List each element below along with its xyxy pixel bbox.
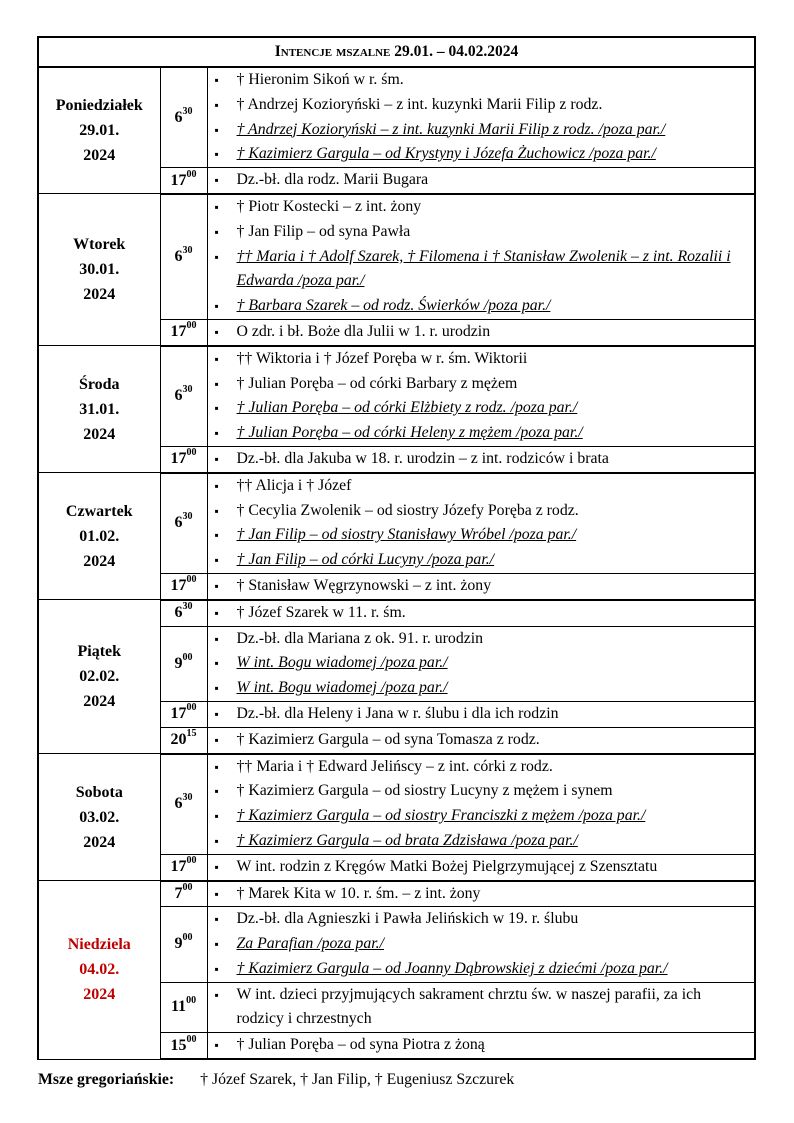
intentions-cell [207,194,755,319]
day-name: Piątek [77,643,122,661]
intention-list [208,755,755,854]
intention-item: ▪ W int. dzieci przyjmujących sakrament chrztu św. w naszej parafii, za ich rodzicy i chrzestnych [208,983,755,1033]
intention-list [208,447,755,472]
time-hour: 17 [170,450,187,468]
intentions-cell [207,754,755,855]
intention-item: ▪ W int. Bogu wiadomej /poza par./ [208,676,755,701]
time-minute: 00 [182,881,193,893]
time-minute: 00 [186,320,197,332]
intentions-cell [207,600,755,626]
time-hour: 17 [170,171,187,189]
intention-item: ▪ †† Wiktoria i † Józef Poręba w r. śm. Wiktorii [208,347,755,372]
time-minute: 00 [186,447,197,459]
mass-time [160,67,207,168]
intention-item: ▪ Dz.-bł. dla Heleny i Jana w r. ślubu i dla ich rodzin [208,702,755,727]
intention-list [208,907,755,981]
intention-item: ▪ † Kazimierz Gargula – od Joanny Dąbrowskiej z dziećmi /poza par./ [208,957,755,982]
intention-list [208,702,755,727]
gregorian-names: † Józef Szarek, † Jan Filip, † Eugeniusz Szczurek [200,1071,515,1088]
intention-item: ▪ † Jan Filip – od syna Pawła [208,220,755,245]
day-name: Czwartek [65,502,133,520]
day-year: 2024 [83,425,116,443]
day-date: 31.01. [79,400,120,418]
time-minute: 00 [186,574,197,586]
gregorian-masses [38,1071,514,1089]
time-hour: 17 [170,858,187,876]
intentions-cell [207,854,755,880]
intention-item: ▪ †† Alicja i † Józef [208,474,755,499]
day-date: 03.02. [79,808,120,826]
mass-time [160,346,207,447]
time-hour: 6 [174,514,183,532]
title-text: Intencje mszalne 29.01. – 04.02.2024 [274,43,519,60]
intention-list [208,601,755,626]
intention-item: ▪ † Józef Szarek w 11. r. śm. [208,601,755,626]
day-year: 2024 [83,552,116,570]
day-cell [38,881,160,1060]
page-title [38,37,755,67]
intentions-cell [207,727,755,753]
time-minute: 00 [186,1033,197,1045]
day-name: Środa [78,375,120,393]
mass-row [38,346,755,447]
gregorian-label: Msze gregoriańskie: [38,1071,175,1088]
intention-item: ▪ † Kazimierz Gargula – od siostry Franciszki z mężem /poza par./ [208,804,755,829]
intention-list [208,1033,755,1058]
intention-item: ▪ W int. Bogu wiadomej /poza par./ [208,651,755,676]
day-cell [38,473,160,600]
time-hour: 17 [170,705,187,723]
day-cell [38,346,160,473]
intention-list [208,68,755,167]
time-hour: 7 [174,884,183,902]
day-name: Niedziela [67,936,131,954]
mass-row [38,754,755,855]
mass-time [160,1033,207,1059]
time-minute: 00 [182,932,193,944]
mass-row [38,194,755,319]
intention-item: ▪ † Marek Kita w 10. r. śm. – z int. żony [208,882,755,907]
mass-time [160,573,207,599]
day-year: 2024 [83,693,116,711]
mass-time [160,319,207,345]
day-date: 02.02. [79,668,120,686]
time-minute: 00 [186,168,197,180]
mass-row [38,473,755,574]
time-hour: 20 [170,731,187,749]
intention-list [208,574,755,599]
intention-item: ▪ † Stanisław Węgrzynowski – z int. żony [208,574,755,599]
day-year: 2024 [83,286,116,304]
day-cell [38,600,160,754]
time-minute: 30 [182,792,193,804]
mass-row [38,881,755,907]
mass-time [160,446,207,472]
intention-item: ▪ Dz.-bł. dla Agnieszki i Pawła Jelińskich w 19. r. ślubu [208,907,755,932]
intention-list [208,474,755,573]
day-name: Sobota [75,783,123,801]
intention-item: ▪ † Cecylia Zwolenik – od siostry Józefy Poręba z rodz. [208,499,755,524]
intentions-cell [207,168,755,194]
intention-item: ▪ † Julian Poręba – od syna Piotra z żoną [208,1033,755,1058]
time-minute: 30 [182,511,193,523]
intention-list [208,882,755,907]
intention-list [208,627,755,701]
day-cell [38,754,160,881]
intention-item: ▪ Za Parafian /poza par./ [208,932,755,957]
mass-time [160,168,207,194]
intention-item: ▪ † Hieronim Sikoń w r. śm. [208,68,755,93]
time-hour: 9 [174,935,183,953]
intention-item: ▪ †† Maria i † Adolf Szarek, † Filomena i † Stanisław Zwolenik – z int. Rozalii i Edwarda /poza par./ [208,245,755,295]
intention-item: ▪ † Kazimierz Gargula – od siostry Lucyny z mężem i synem [208,779,755,804]
intentions-cell [207,701,755,727]
mass-row [38,600,755,626]
intentions-cell [207,446,755,472]
mass-time [160,727,207,753]
mass-time [160,754,207,855]
intention-item: ▪ † Piotr Kostecki – z int. żony [208,195,755,220]
intention-list [208,320,755,345]
time-minute: 15 [186,728,197,740]
time-minute: 30 [182,601,193,613]
intention-item: ▪ † Andrzej Kozioryński – z int. kuzynki Marii Filip z rodz. [208,93,755,118]
intentions-cell [207,346,755,447]
day-date: 01.02. [79,527,120,545]
intention-item: ▪ † Julian Poręba – od córki Elżbiety z rodz. /poza par./ [208,396,755,421]
intention-list [208,347,755,446]
intentions-cell [207,319,755,345]
time-minute: 00 [182,651,193,663]
intention-item: ▪ † Jan Filip – od siostry Stanisławy Wróbel /poza par./ [208,523,755,548]
intention-item: ▪ † Julian Poręba – od córki Heleny z mężem /poza par./ [208,421,755,446]
time-hour: 15 [170,1036,187,1054]
intention-list [208,728,755,753]
time-minute: 00 [186,855,197,867]
intentions-sheet [37,36,756,1060]
day-date: 04.02. [79,961,120,979]
time-minute: 30 [182,105,193,117]
time-minute: 30 [182,244,193,256]
intention-item: ▪ † Kazimierz Gargula – od syna Tomasza z rodz. [208,728,755,753]
mass-time [160,881,207,907]
time-minute: 00 [186,702,197,714]
intention-item: ▪ † Julian Poręba – od córki Barbary z mężem [208,372,755,397]
intentions-cell [207,1033,755,1059]
time-minute: 00 [186,995,197,1007]
schedule-table [37,36,756,1060]
time-hour: 6 [174,387,183,405]
intention-item: ▪ † Andrzej Kozioryński – z int. kuzynki Marii Filip z rodz. /poza par./ [208,118,755,143]
intention-item: ▪ †† Maria i † Edward Jelińscy – z int. córki z rodz. [208,755,755,780]
intention-item: ▪ † Jan Filip – od córki Lucyny /poza par./ [208,548,755,573]
intention-item: ▪ † Barbara Szarek – od rodz. Świerków /poza par./ [208,294,755,319]
mass-row [38,67,755,168]
intention-item: ▪ Dz.-bł. dla rodz. Marii Bugara [208,168,755,193]
mass-time [160,854,207,880]
day-date: 30.01. [79,261,120,279]
time-hour: 17 [170,577,187,595]
intentions-cell [207,907,755,982]
intentions-cell [207,626,755,701]
intention-item: ▪ † Kazimierz Gargula – od Krystyny i Józefa Żuchowicz /poza par./ [208,142,755,167]
time-hour: 6 [174,108,183,126]
day-year: 2024 [83,833,116,851]
intentions-cell [207,881,755,907]
intention-item: ▪ Dz.-bł. dla Jakuba w 18. r. urodzin – z int. rodziców i brata [208,447,755,472]
time-hour: 6 [174,795,183,813]
time-hour: 9 [174,654,183,672]
day-year: 2024 [83,986,116,1004]
day-date: 29.01. [79,122,120,140]
intentions-cell [207,573,755,599]
intention-list [208,195,755,319]
mass-time [160,600,207,626]
time-hour: 17 [170,323,187,341]
intention-item: ▪ O zdr. i bł. Boże dla Julii w 1. r. urodzin [208,320,755,345]
day-year: 2024 [83,147,116,165]
intentions-cell [207,473,755,574]
intention-list [208,983,755,1033]
time-hour: 11 [170,998,187,1016]
day-name: Poniedziałek [55,97,143,115]
intention-item: ▪ Dz.-bł. dla Mariana z ok. 91. r. urodzin [208,627,755,652]
intention-item: ▪ W int. rodzin z Kręgów Matki Bożej Pielgrzymującej z Szensztatu [208,855,755,880]
intentions-cell [207,67,755,168]
mass-time [160,907,207,982]
time-hour: 6 [174,604,183,622]
mass-time [160,473,207,574]
mass-time [160,194,207,319]
intention-item: ▪ † Kazimierz Gargula – od brata Zdzisława /poza par./ [208,829,755,854]
time-hour: 6 [174,247,183,265]
day-cell [38,194,160,346]
intention-list [208,855,755,880]
intention-list [208,168,755,193]
mass-time [160,982,207,1033]
day-cell [38,67,160,194]
intentions-cell [207,982,755,1033]
day-name: Wtorek [73,236,126,254]
time-minute: 30 [182,384,193,396]
mass-time [160,626,207,701]
mass-time [160,701,207,727]
